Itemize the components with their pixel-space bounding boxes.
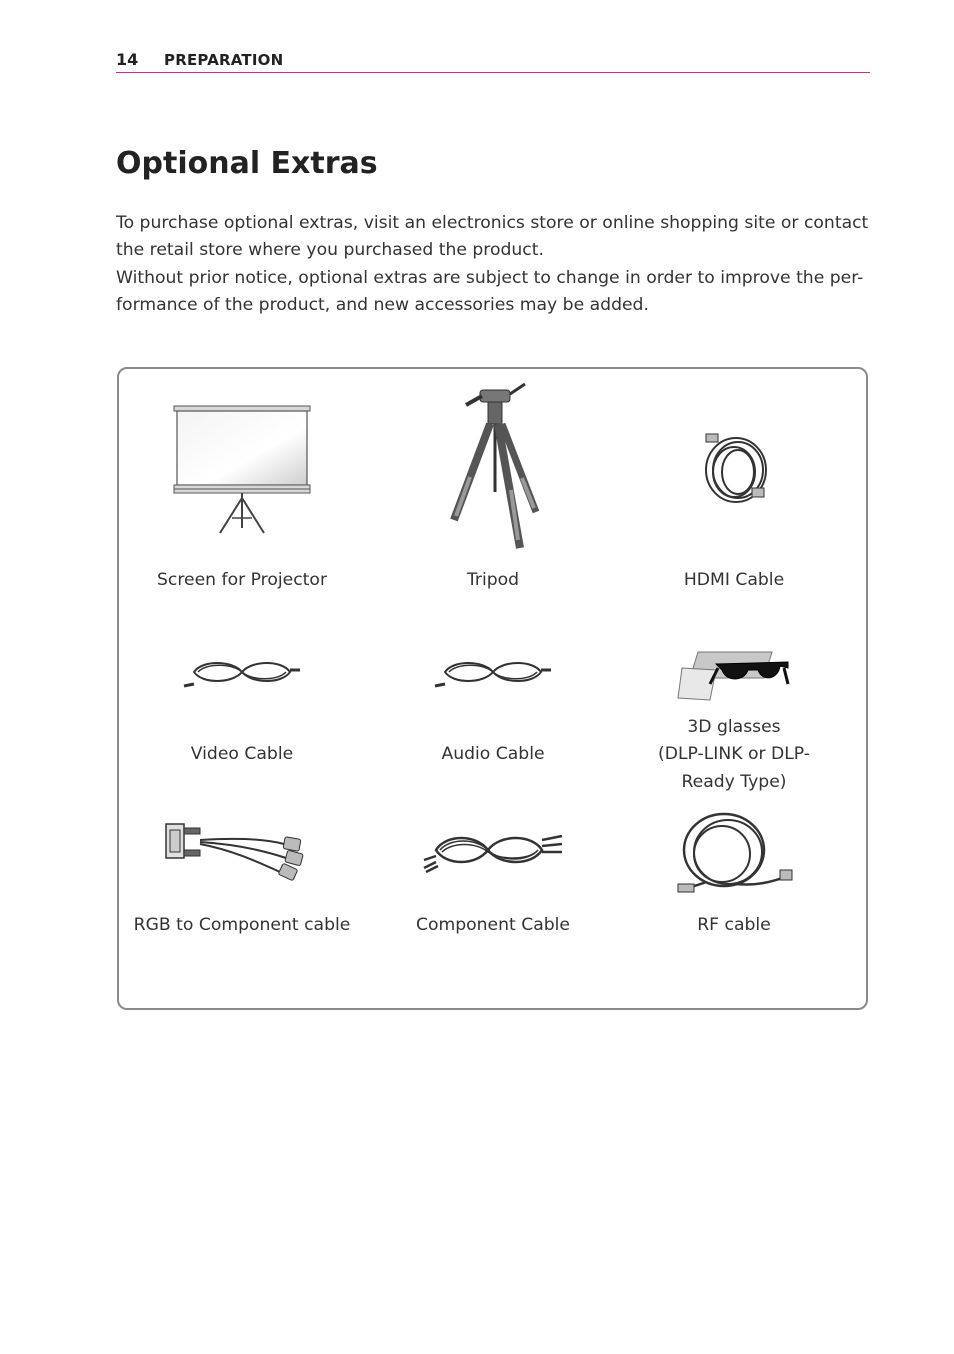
item-label: RGB to Component cable bbox=[133, 915, 351, 935]
intro-text bbox=[116, 210, 876, 319]
item-label-line: (DLP-LINK or DLP- bbox=[658, 744, 810, 765]
video-cable-icon bbox=[182, 658, 304, 692]
item-label: Component Cable bbox=[415, 915, 571, 935]
section-name: PREPARATION bbox=[164, 51, 284, 69]
page-title: Optional Extras bbox=[116, 146, 378, 181]
tripod-icon bbox=[440, 380, 550, 552]
projector-screen-icon bbox=[170, 402, 315, 538]
intro-paragraph: To purchase optional extras, visit an electronics store or online shopping site or contact the retail store where you purchased the product. bbox=[116, 213, 869, 261]
hdmi-cable-icon bbox=[700, 430, 772, 506]
item-label-line: 3D glasses bbox=[687, 717, 781, 737]
item-label: Video Cable bbox=[190, 744, 294, 764]
rgb-component-cable-icon bbox=[162, 820, 306, 884]
item-label-line: Ready Type) bbox=[681, 771, 787, 792]
item-label: Screen for Projector bbox=[156, 570, 328, 590]
rf-cable-icon bbox=[676, 810, 796, 896]
audio-cable-icon bbox=[433, 658, 555, 692]
item-label: HDMI Cable bbox=[683, 570, 785, 590]
item-label-3d-glasses bbox=[609, 714, 859, 796]
item-label: Tripod bbox=[466, 570, 520, 590]
3d-glasses-icon bbox=[676, 648, 792, 704]
component-cable-icon bbox=[420, 830, 568, 874]
item-label: Audio Cable bbox=[441, 744, 545, 764]
page-number: 14 bbox=[116, 50, 139, 69]
intro-paragraph: Without prior notice, optional extras are subject to change in order to improve the per-formance of the product, and new accessories may be added. bbox=[116, 267, 864, 315]
page-header bbox=[116, 48, 870, 73]
item-label: RF cable bbox=[697, 915, 771, 935]
